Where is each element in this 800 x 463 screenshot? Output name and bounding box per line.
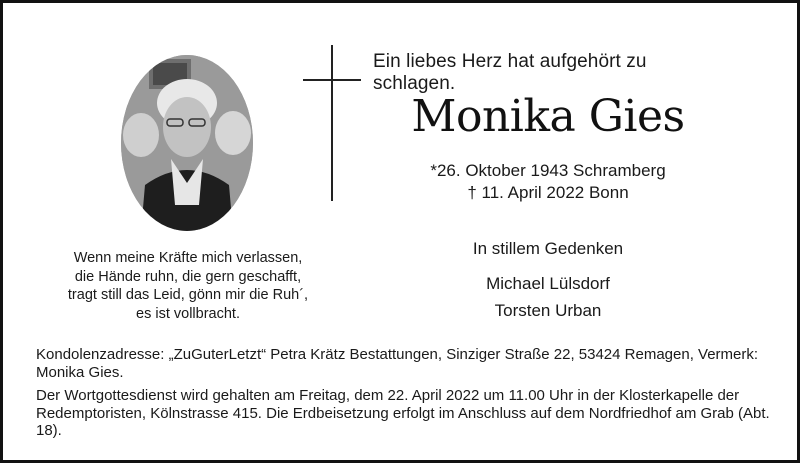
poem-line: Wenn meine Kräfte mich verlassen, bbox=[73, 250, 303, 266]
portrait-illustration bbox=[121, 55, 253, 231]
poem bbox=[43, 249, 333, 323]
memorial-heading: In stillem Gedenken bbox=[472, 239, 624, 258]
cross-symbol bbox=[303, 45, 363, 201]
poem-line: tragt still das Leid, gönn mir die Ruh´, bbox=[67, 287, 309, 303]
intro-text: Ein liebes Herz hat aufgehört zu schlagen. bbox=[373, 51, 647, 94]
poem-line: die Hände ruhn, die gern geschafft, bbox=[74, 268, 302, 285]
service-info: Der Wortgottesdienst wird gehalten am Freitag, dem 22. April 2022 um 11.00 Uhr in der Klosterkapelle der Redemptoristen, Kölnstrasse 415. Die Erdbeisetzung erfolgt im Anschluss auf dem Nordfriedhof am Grab (Abt. 18). bbox=[36, 387, 770, 439]
portrait-photo bbox=[121, 55, 253, 231]
deceased-name: Monika Gies bbox=[411, 91, 685, 142]
death-line: † 11. April 2022 Bonn bbox=[467, 183, 629, 202]
condolence-address: Kondolenzadresse: „ZuGuterLetzt“ Petra Krätz Bestattungen, Sinziger Straße 22, 53424 Remagen, Vermerk: Monika Gies. bbox=[36, 346, 759, 381]
poem-line: es ist vollbracht. bbox=[136, 305, 240, 322]
details-section bbox=[36, 346, 776, 446]
mourner-name: Michael Lülsdorf bbox=[486, 274, 610, 293]
birth-line: *26. Oktober 1943 Schramberg bbox=[430, 161, 666, 180]
mourner-name: Torsten Urban bbox=[494, 301, 602, 320]
